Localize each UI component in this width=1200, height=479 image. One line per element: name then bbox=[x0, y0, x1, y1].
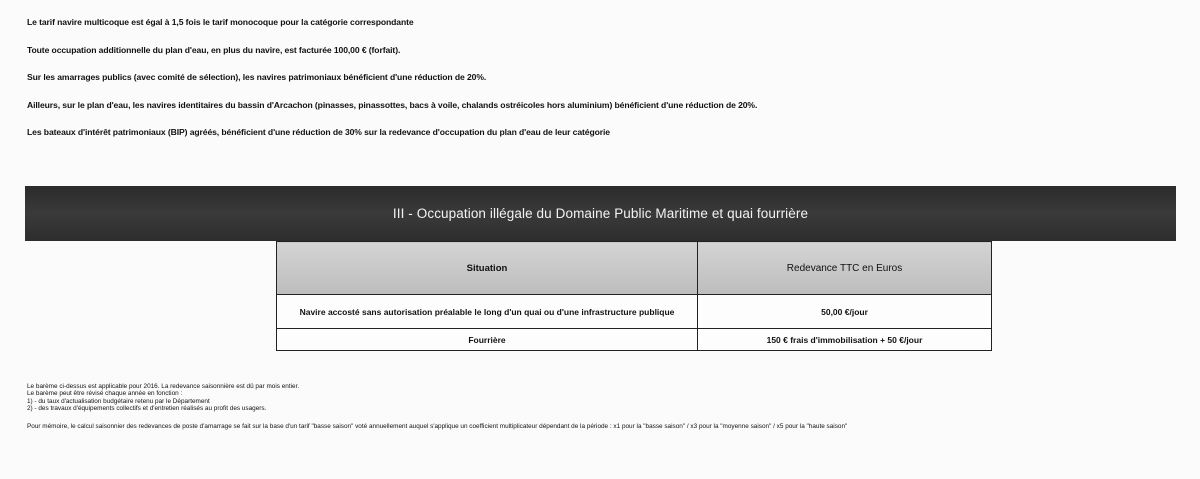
section-banner bbox=[25, 186, 1176, 241]
table-header-row bbox=[277, 242, 992, 295]
footer-line-applicability: Le barème ci-dessus est applicable pour 2016. La redevance saisonnière est dû par mois entier. bbox=[27, 383, 300, 390]
footer-line-criterion-2: 2) - des travaux d'équipements collectifs et d'entretien réalisés au profit des usagers. bbox=[27, 404, 267, 412]
section-title: III - Occupation illégale du Domaine Public Maritime et quai fourrière bbox=[392, 206, 809, 221]
table-row bbox=[277, 295, 992, 329]
note-additional-occupation: Toute occupation additionnelle du plan d'eau, en plus du navire, est facturée 100,00 € (forfait). bbox=[27, 44, 401, 55]
note-multicoque: Le tarif navire multicoque est égal à 1,5 fois le tarif monocoque pour la catégorie correspondante bbox=[27, 17, 414, 27]
footer-line-revision: Le barème peut être révisé chaque année en fonction : bbox=[27, 390, 183, 398]
note-bip-boats: Les bateaux d'intérêt patrimoniaux (BIP) agréés, bénéficient d'une réduction de 30% sur la redevance d'occupation du plan d'eau de leur catégorie bbox=[27, 127, 610, 137]
table-row bbox=[277, 329, 992, 351]
situation-cell: Navire accosté sans autorisation préalable le long d'un quai ou d'une infrastructure publique bbox=[277, 295, 698, 329]
tariff-notes bbox=[27, 14, 1177, 152]
footer-notes bbox=[27, 383, 1177, 430]
header-situation: Situation bbox=[277, 242, 698, 295]
header-fee: Redevance TTC en Euros bbox=[698, 242, 992, 295]
footer-line-criterion-1: 1) - du taux d'actualisation budgétaire retenu par le Département bbox=[27, 397, 210, 405]
footer-memo: Pour mémoire, le calcul saisonnier des redevances de poste d'amarrage se fait sur la base d'un tarif "basse saison" voté annuellement auquel s'applique un coefficient multiplicateur dépendant de la période : x1 pour la "basse saison" / x3 pour la "moyenne saison" / x5 pour la "haute saison" bbox=[27, 423, 848, 431]
situation-cell: Fourrière bbox=[277, 329, 698, 351]
fee-cell: 150 € frais d'immobilisation + 50 €/jour bbox=[698, 329, 992, 351]
note-public-moorings: Sur les amarrages publics (avec comité de sélection), les navires patrimoniaux bénéficient d'une réduction de 20%. bbox=[27, 72, 487, 82]
fees-table bbox=[276, 241, 992, 351]
note-identity-boats: Ailleurs, sur le plan d'eau, les navires identitaires du bassin d'Arcachon (pinasses, pinassottes, bacs à voile, chalands ostréicoles hors aluminium) bénéficient d'une réduction de 20%. bbox=[27, 99, 758, 110]
fee-cell: 50,00 €/jour bbox=[698, 295, 992, 329]
